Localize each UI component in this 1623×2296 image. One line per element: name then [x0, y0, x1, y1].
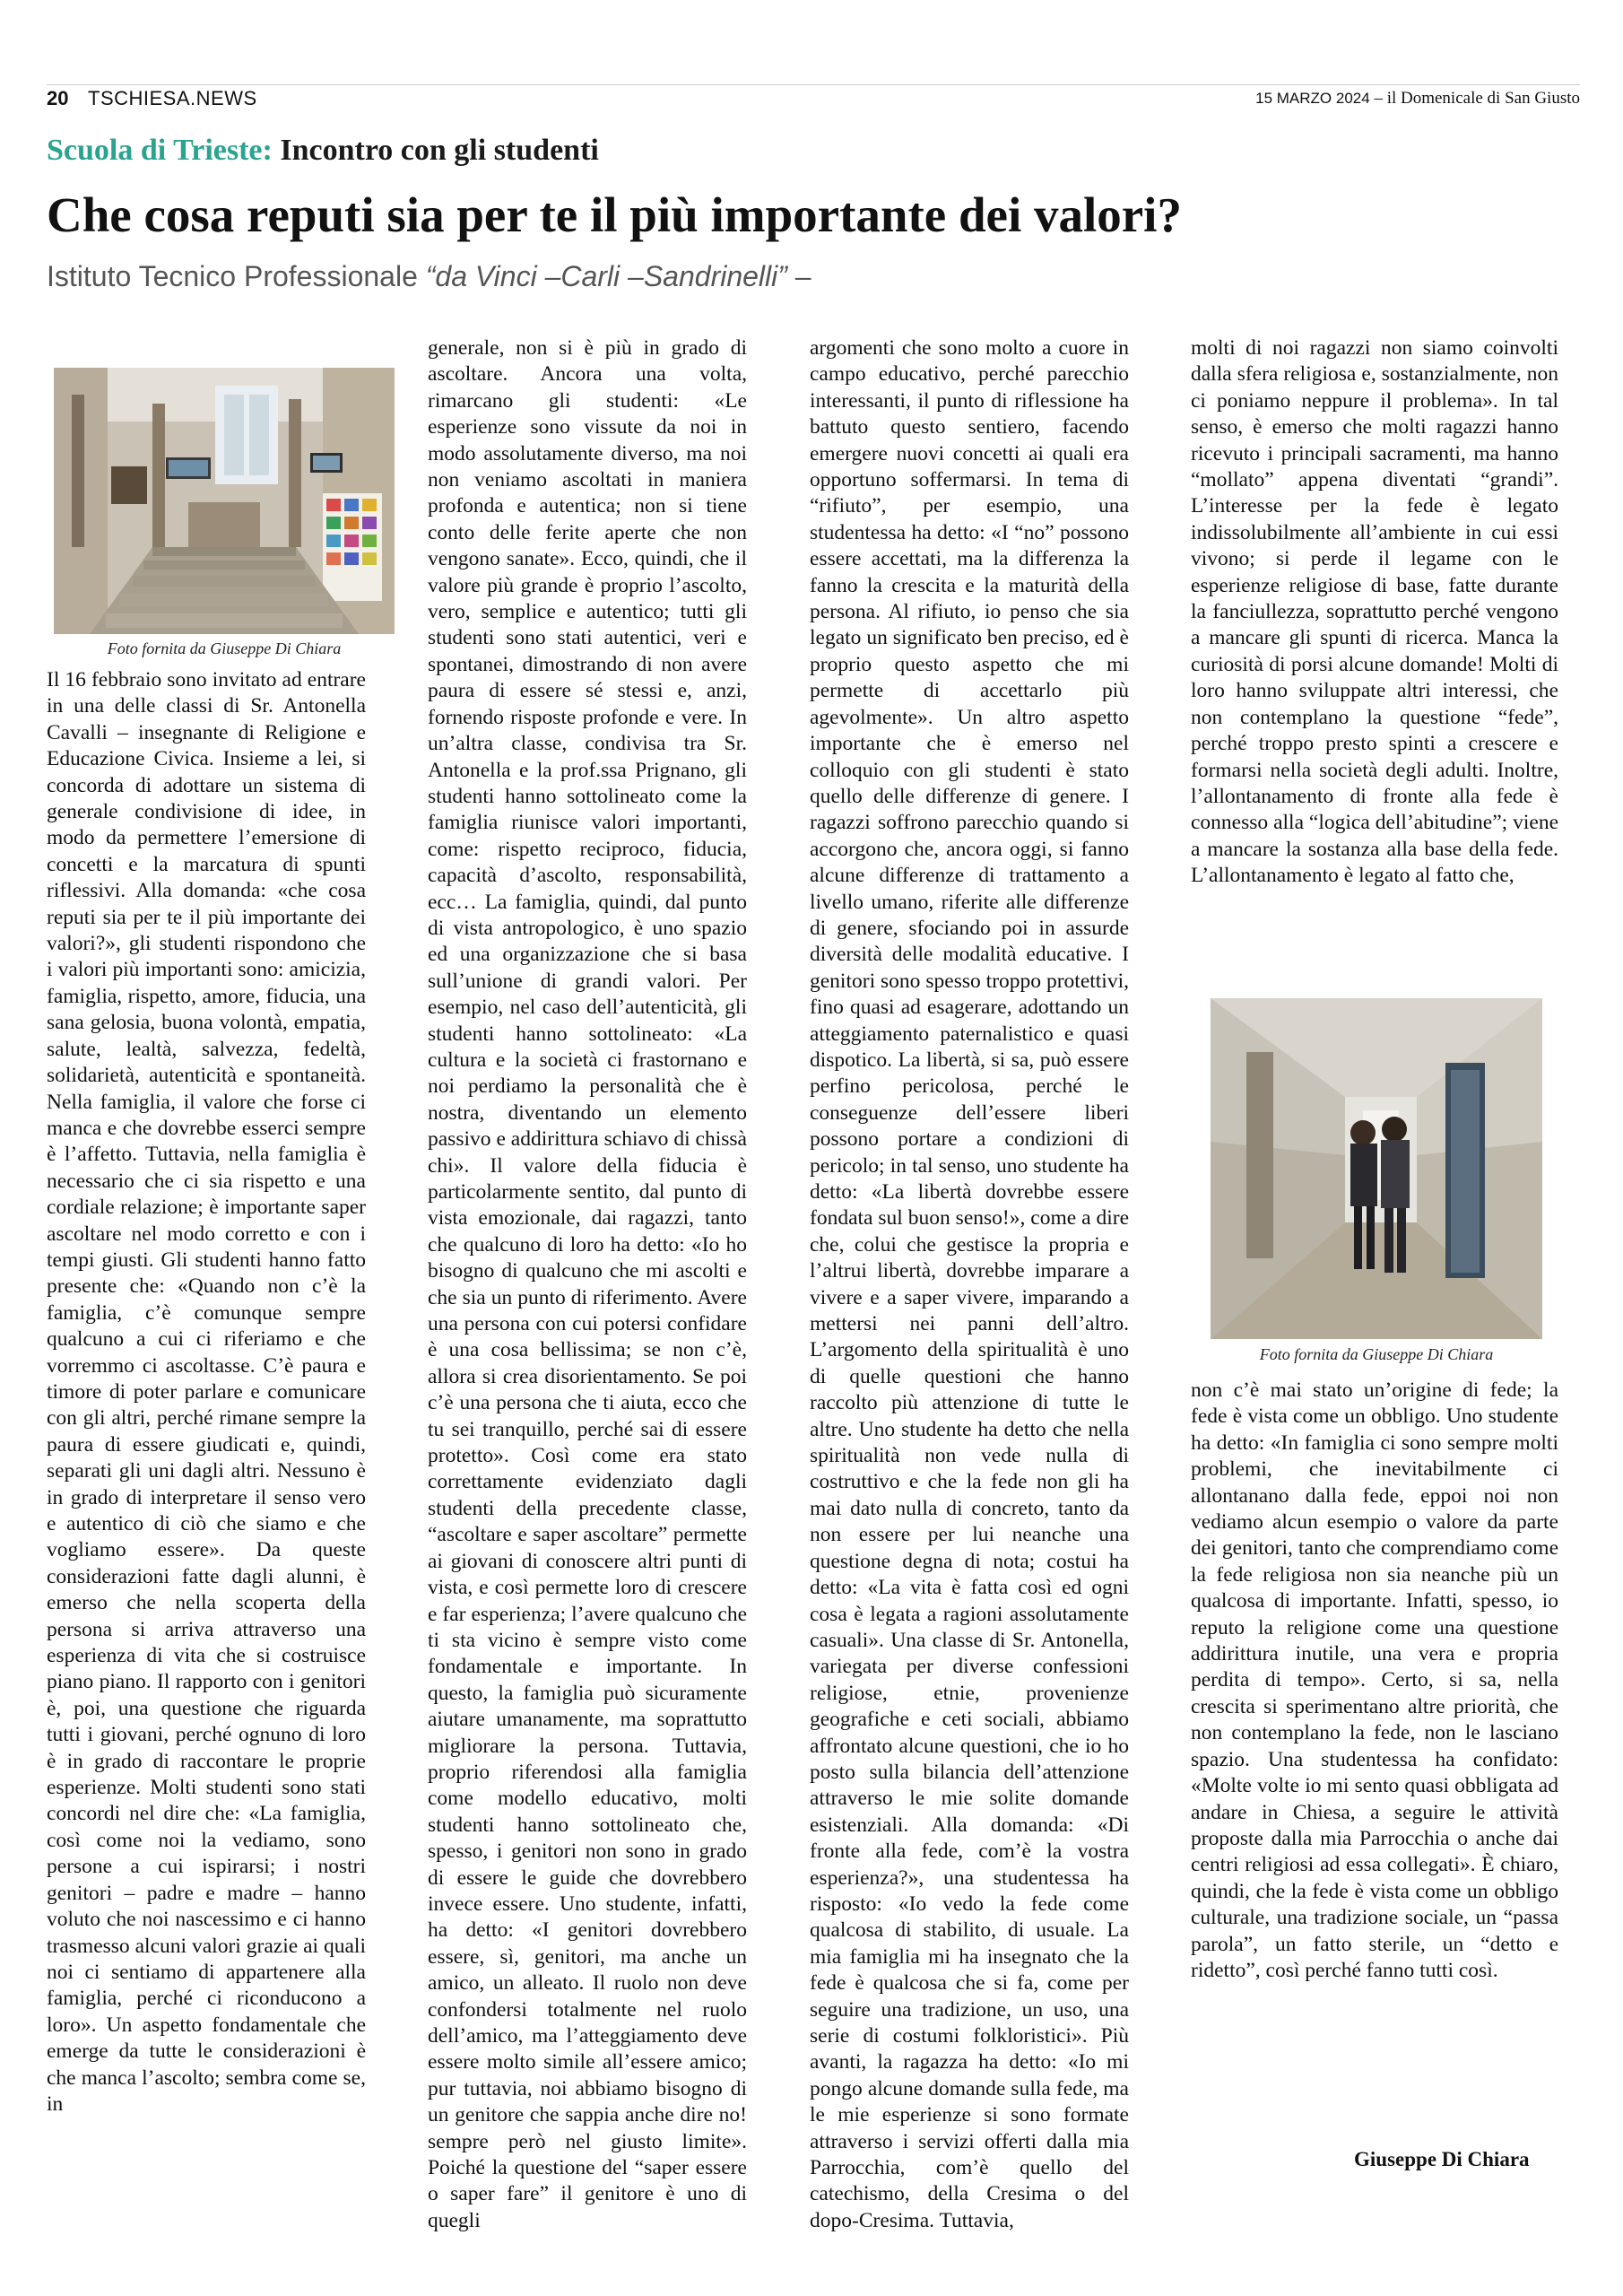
- article-title: Che cosa reputi sia per te il più importante dei valori?: [47, 187, 1182, 242]
- subtitle-prefix: Istituto Tecnico Professionale: [47, 260, 426, 292]
- column-text: Il 16 febbraio sono invitato ad entrare in una delle classi di Sr. Antonella Cavalli – insegnante di Religione e Educazione Civica. Insieme a lei, si concorda di adottare un sistema di generale condivisione di idee, in modo da permettere l’emersione di concetti e la marcatura di spunti riflessivi. Alla domanda: «che cosa reputi sia per te il più importante dei valori?», gli studenti rispondono che i valori più importanti sono: amicizia, famiglia, rispetto, amore, fiducia, una sana gelosia, buona volontà, empatia, salute, lealtà, salvezza, fedeltà, solidarietà, autenticità e spontaneità. Nella famiglia, il valore che forse ci manca e che dovrebbe esserci sempre è l’affetto. Tuttavia, nella famiglia è necessario che ci sia rispetto e una cordiale relazione; è importante saper ascoltare nel modo corretto e con i tempi giusti. Gli studenti hanno fatto presente che: «Quando non c’è la famiglia, c’è comunque sempre qualcuno a cui ci riferiamo e che vorremmo ci ascoltasse. C’è paura e timore di poter parlare e comunicare con gli altri, perché rimane sempre la paura di essere giudicati e, quindi, separati gli uni dagli altri. Nessuno è in grado di interpretare il senso vero e autentico di ciò che siamo e che vogliamo essere». Da queste considerazioni fatte dagli alunni, è emerso che nella scoperta della persona si arriva attraverso una esperienza di vita che si costruisce piano piano. Il rapporto con i genitori è, poi, una questione che riguarda tutti i giovani, perché ognuno di loro è in grado di raccontare le proprie esperienze. Molti studenti sono stati concordi nel dire che: «La famiglia, così come noi la vediamo, sono persone a cui ispirarsi; i nostri genitori – padre e madre – hanno voluto che noi nascessimo e ci hanno trasmesso alcuni valori grazie ai quali noi ci sentiamo di appartenere alla famiglia, perché ci riconducono a loro». Un aspetto fondamentale che emerge da tutte le considerazioni è che manca l’ascolto; sembra come se, in: [47, 668, 366, 2116]
- page-number: 20: [47, 87, 69, 109]
- section-label: Scuola di Trieste:: [47, 134, 273, 167]
- dateline-separator: –: [1369, 89, 1387, 108]
- subtitle-school-name: “da Vinci –Carli –Sandrinelli”: [425, 260, 787, 292]
- column-text: non c’è mai stato un’origine di fede; la fede è vista come un obbligo. Uno studente ha detto: «In famiglia ci sono sempre molti problemi, che inevitabilmente ci allontanano dalla fede, eppoi noi non vediamo alcun esempio o valore da parte dei genitori, tanto che comprendiamo come la fede religiosa non sia neanche più un qualcosa di importante. Infatti, spesso, io reputo la religione come una questione addirittura inutile, una vera e propria perdita di tempo». Certo, si sa, nella crescita si sperimentano altre priorità, che non contemplano la fede, non le lasciano spazio. Una studentessa ha confidato: «Molte volte io mi sento quasi obbligata ad andare in Chiesa, a seguire le attività proposte dalla mia Parrocchia o anche dai centri religiosi ad essa collegati». È chiaro, quindi, che la fede è vista come un obbligo culturale, una tradizione sociale, un “passa parola”, un fatto sterile, un “detto e ridetto”, così perché fanno tutti così.: [1191, 1378, 1558, 1982]
- page-header: [47, 84, 1580, 112]
- article-column-4-top: [1191, 335, 1558, 978]
- issue-date: 15 MARZO 2024: [1255, 90, 1370, 107]
- photo-caption: Foto fornita da Giuseppe Di Chiara: [107, 639, 342, 657]
- section-topic: Incontro con gli studenti: [272, 134, 599, 167]
- photo-caption: Foto fornita da Giuseppe Di Chiara: [1259, 1345, 1494, 1363]
- publication-name: il Domenicale di San Giusto: [1386, 89, 1580, 108]
- author-signature: Giuseppe Di Chiara: [1354, 2148, 1530, 2170]
- subtitle-suffix: –: [786, 260, 812, 292]
- dateline: [1255, 85, 1580, 112]
- article-column-4-bottom: [1191, 1378, 1558, 2167]
- article-column-3: [810, 335, 1129, 2232]
- school-hall-photo: [54, 368, 395, 634]
- corridor-photo: [1211, 998, 1542, 1339]
- column-text: argomenti che sono molto a cuore in campo educativo, perché parecchio interessanti, il punto di riflessione ha battuto questo sentiero, facendo emergere nuovi concetti ai quali era opportuno soffermarsi. In tema di “rifiuto”, per esempio, una studentessa ha detto: «I “no” possono essere accettati, ma la differenza la fanno la crescita e la maturità della persona. Al rifiuto, io penso che sia legato un significato ben preciso, ed è proprio questo aspetto che mi permette di accettarlo più agevolmente». Un altro aspetto importante che è emerso nel colloquio con gli studenti è stato quello delle differenze di genere. I ragazzi soffrono parecchio quando si accorgono che, ancora oggi, si fanno alcune differenze di trattamento a livello umano, riferite alle differenze di genere, sfociando poi in assurde diversità delle modalità educative. I genitori sono spesso troppo protettivi, fino quasi ad esagerare, adottando un atteggiamento paternalistico e quasi dispotico. La libertà, si sa, può essere perfino pericolosa, perché le conseguenze dell’essere liberi possono portare a condizioni di pericolo; in tal senso, uno studente ha detto: «La libertà dovrebbe essere fondata sul buon senso!», come a dire che, colui che gestisce la propria e l’altrui libertà, dovrebbe imparare a vivere e a saper vivere, imparando a mettersi nei panni dell’altro. L’argomento della spiritualità è uno di quelle questioni che hanno raccolto più attenzione di tutte le altre. Uno studente ha detto che nella spiritualità non vede nulla di costruttivo e che la fede non gli ha mai dato nulla di concreto, tanto da non essere per lui neanche una questione degna di nota; costui ha detto: «La vita è fatta così ed ogni cosa è legata a ragioni assolutamente casuali». Una classe di Sr. Antonella, variegata per diverse confessioni religiose, etnie, provenienze geografiche e ceti sociali, abbiamo affrontato alcune questioni, che io ho posto sulla bilancia dell’attenzione attraverso le mie solite domande esistenziali. Alla domanda: «Di fronte alla fede, com’è la vostra esperienza?», una studentessa ha risposto: «Io vedo la fede come qualcosa di stabilito, di usuale. La mia famiglia mi ha insegnato che la fede è qualcosa che si fa, come per seguire una tradizione, un uso, una serie di costumi folkloristici». Più avanti, la ragazza ha detto: «Io mi pongo alcune domande sulla fede, ma le mie esperienze si sono formate attraverso i servizi offerti dalla mia Parrocchia, com’è quello del catechismo, della Cresima o del dopo-Cresima. Tuttavia,: [810, 336, 1129, 2232]
- column-text: molti di noi ragazzi non siamo coinvolti dalla sfera religiosa e, sostanzialmente, non ci poniamo neppure il problema». In tal senso, è emerso che molti ragazzi hanno ricevuto i principali sacramenti, ma hanno “mollato” appena diventati “grandi”. L’interesse per la fede è legato indissolubilmente all’ambiente in cui essi vivono; si perde il legame con le esperienze religiose di base, fatte durante la fanciullezza, soprattutto perché vengono a mancare gli spunti di ricerca. Manca la curiosità di porsi alcune domande! Molti di loro hanno sviluppate altri interessi, che non contemplano la questione “fede”, perché troppo presto spinti a crescere e formarsi nella società degli adulti. Inoltre, l’allontanamento di fronte alla fede è connesso alla “logica dell’abitudine”; viene a mancare la sostanza alla base della fede. L’allontanamento è legato al fatto che,: [1191, 336, 1558, 888]
- article-column-1: [47, 667, 366, 2201]
- article-column-2: [428, 335, 747, 2232]
- column-text: generale, non si è più in grado di ascoltare. Ancora una volta, rimarcano gli studenti: «Le esperienze sono vissute da noi in modo assolutamente diverso, ma noi non veniamo ascoltati in maniera profonda e autentica; non si tiene conto delle ferite aperte che non vengono sanate». Ecco, quindi, che il valore più grande è proprio l’ascolto, vero, semplice e autentico; tutti gli studenti sono stati autentici, veri e spontanei, dimostrando di non avere paura di essere sé stessi e, anzi, fornendo risposte profonde e vere. In un’altra classe, condivisa tra Sr. Antonella e la prof.ssa Prignano, gli studenti hanno sottolineato come la famiglia riunisce valori importanti, come: rispetto reciproco, fiducia, capacità d’ascolto, responsabilità, ecc… La famiglia, quindi, dal punto di vista antropologico, è uno spazio ed una organizzazione che si basa sull’unione di grandi valori. Per esempio, nel caso dell’autenticità, gli studenti hanno sottolineato: «La cultura e la società ci frastornano e noi perdiamo la personalità che è nostra, diventando un elemento passivo e addirittura schiavo di chissà chi». Il valore della fiducia è particolarmente sentito, dal punto di vista emozionale, dai ragazzi, tanto che qualcuno di loro ha detto: «Io ho bisogno di qualcuno che mi ascolti e che sia un punto di riferimento. Avere una persona con cui potersi confidare è una cosa bellissima; se non c’è, allora si crea disorientamento. Se poi c’è una persona che ti aiuta, ecco che tu sei tranquillo, perché sai di essere protetto». Così come era stato correttamente evidenziato dagli studenti della precedente classe, “ascoltare e saper ascoltare” permette ai giovani di conoscere altri punti di vista, e così permette loro di crescere e far esperienza; l’avere qualcuno che ti sta vicino è sempre visto come fondamentale e importante. In questo, la famiglia può sicuramente aiutare umanamente, ma soprattutto migliorare la persona. Tuttavia, proprio riferendosi alla famiglia come modello educativo, molti studenti hanno sottolineato che, spesso, i genitori non sono in grado di essere le guide che dovrebbero invece essere. Uno studente, infatti, ha detto: «I genitori dovrebbero essere, sì, genitori, ma anche un amico, un alleato. Il ruolo non deve confondersi totalmente nel ruolo dell’amico, ma l’atteggiamento deve essere molto simile all’essere amico; pur tuttavia, noi abbiamo bisogno di un genitore che sappia anche dire no! sempre però nel giusto limite». Poiché la questione del “saper essere o saper fare” il genitore è uno di quegli: [428, 336, 747, 2232]
- section-kicker: [47, 133, 599, 169]
- article-subtitle: [47, 258, 812, 294]
- site-name: TSCHIESA.NEWS: [88, 87, 257, 109]
